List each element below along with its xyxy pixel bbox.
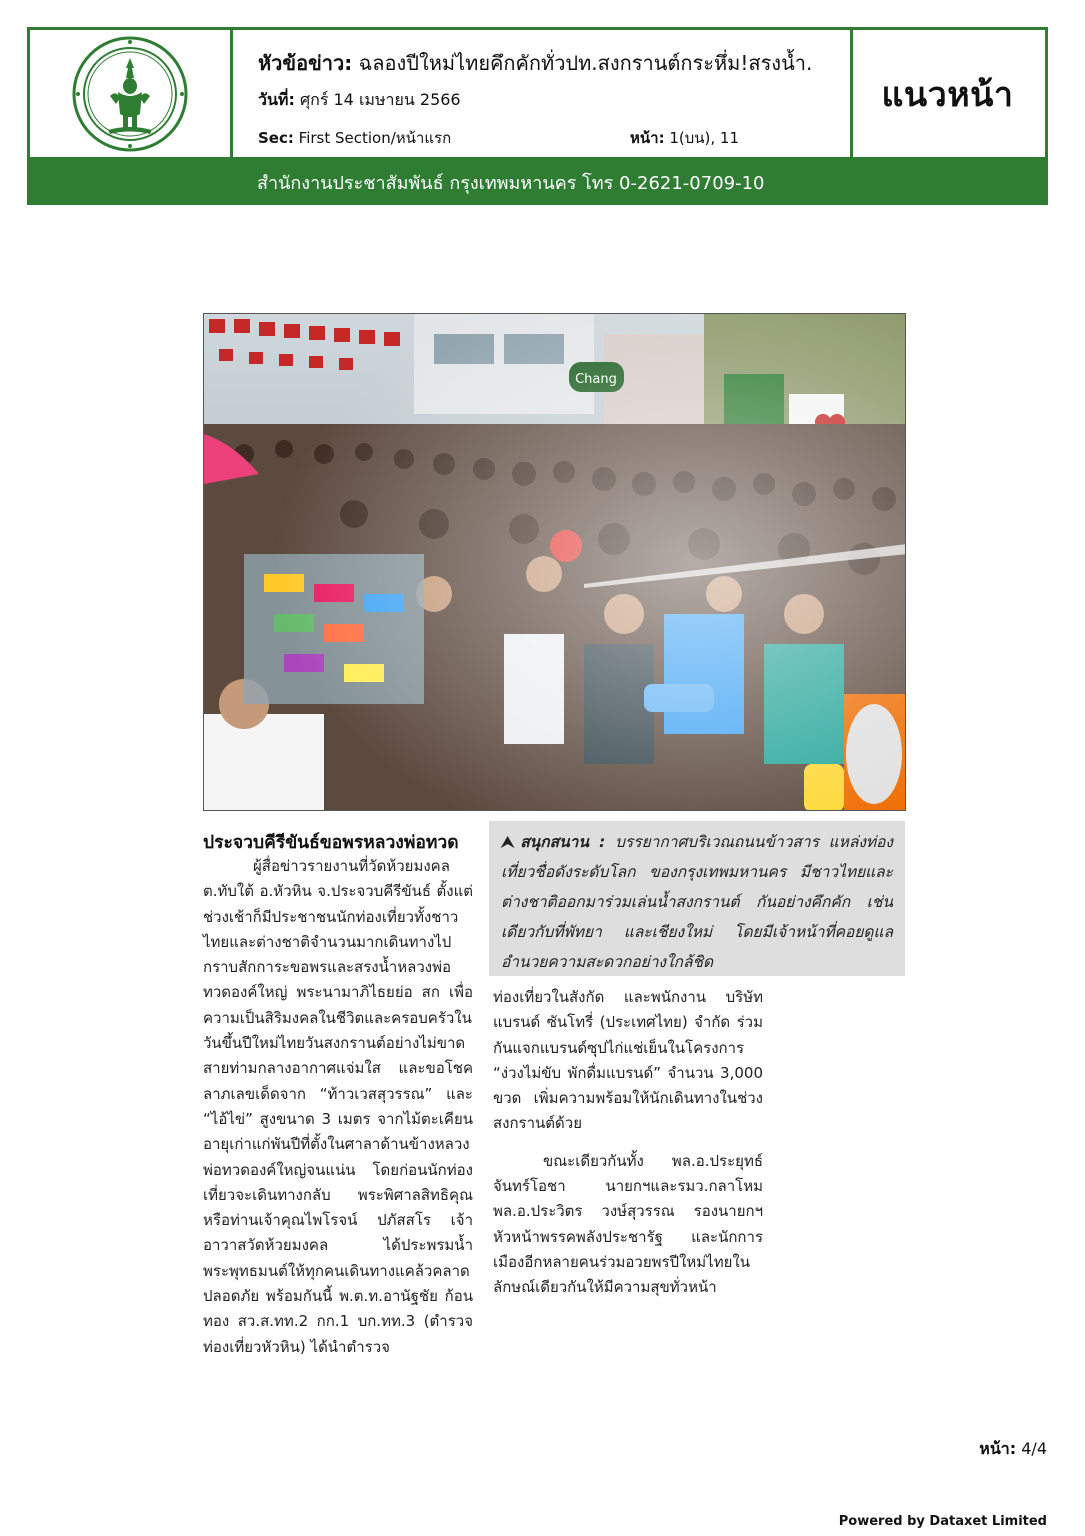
- date-label: วันที่:: [258, 90, 295, 109]
- page-number: [979, 1437, 1047, 1462]
- photo-caption: [489, 821, 905, 976]
- headline-label: หัวข้อข่าว:: [258, 51, 353, 75]
- page-number-label: หน้า:: [979, 1439, 1017, 1458]
- article-column-1: [203, 854, 473, 1360]
- article-paragraph: ผู้สื่อข่าวรายงานที่วัดห้วยมงคล ต.ทับใต้ อ.หัวหิน จ.ประจวบคีรีขันธ์ ตั้งแต่ช่วงเช้าก็มีประชาชนนักท่องเที่ยวทั้งชาวไทยและต่างชาติจำนวนมากเดินทางไปกราบสักการะขอพรและสรงน้ำหลวงพ่อทวดองค์ใหญ่ พระนามาภิไธยย่อ สก เพื่อความเป็นสิริมงคลในชีวิตและครอบครัวในวันขึ้นปีใหม่ไทยวันสงกรานต์อย่างไม่ขาดสายท่ามกลางอากาศแจ่มใส และขอโชคลาภเลขเด็ดจาก “ท้าวเวสสุวรรณ” และ “ไอ้ไข่” สูงขนาด 3 เมตร จากไม้ตะเคียนอายุเก่าแก่พันปีที่ตั้งในศาลาด้านข้างหลวงพ่อทวดองค์ใหญ่จนแน่น โดยก่อนนักท่องเที่ยวจะเดินทางกลับ พระพิศาลสิทธิคุณ หรือท่านเจ้าคุณไพโรจน์ ปภัสสโร เจ้าอาวาสวัดห้วยมงคล ได้ประพรมน้ำพระพุทธมนต์ให้ทุกคนเดินทางแคล้วคลาดปลอดภัย พร้อมกันนี้ พ.ต.ท.อานัฐชัย ก้อนทอง สว.ส.ทท.2 กก.1 บก.ทท.3 (ตำรวจท่องเที่ยวหัวหิน) ได้นำตำรวจ: [203, 857, 473, 1356]
- clipping-info: [230, 30, 853, 157]
- headline-value: ฉลองปีใหม่ไทยคึกคักทั่วปท.สงกรานต์กระหึ่ม!สรงน้ำ.: [358, 51, 813, 75]
- news-photo: [203, 313, 906, 811]
- page-row: [630, 126, 739, 150]
- position-label: แนวหน้า: [881, 74, 1014, 115]
- caption-body: บรรยากาศบริเวณถนนข้าวสาร แหล่งท่องเที่ยวชื่อดังระดับโลก ของกรุงเทพมหานคร มีชาวไทยและต่างชาติออกมาร่วมเล่นน้ำสงกรานต์ กันอย่างคึกคัก เช่นเดียวกับที่พัทยา และเชียงใหม่ โดยมีเจ้าหน้าที่คอยดูแลอำนวยความสะดวกอย่างใกล้ชิด: [501, 833, 893, 971]
- logo-cell: [30, 30, 233, 157]
- contact-text: สำนักงานประชาสัมพันธ์ กรุงเทพมหานคร โทร 0-2621-0709-10: [257, 173, 765, 194]
- article-paragraph: ท่องเที่ยวในสังกัด และพนักงาน บริษัท แบรนด์ ซันโทรี่ (ประเทศไทย) จำกัด ร่วมกันแจกแบรนด์ซุปไก่แช่เย็นในโครงการ “ง่วงไม่ขับ พักดื่มแบรนด์” จำนวน 3,000 ขวด เพิ่มความพร้อมให้นักเดินทางในช่วงสงกรานต์ด้วย: [493, 988, 763, 1133]
- contact-banner: [27, 160, 1048, 205]
- page-value: 1(บน), 11: [669, 129, 740, 147]
- powered-by: Powered by Dataxet Limited: [838, 1514, 1047, 1529]
- section-label: Sec:: [258, 129, 294, 147]
- bangkok-city-seal-icon: [70, 34, 190, 154]
- section-value: First Section/หน้าแรก: [298, 129, 452, 147]
- caption-arrow-icon: ⮝: [501, 833, 515, 851]
- article-paragraph: ขณะเดียวกันทั้ง พล.อ.ประยุทธ์ จันทร์โอชา นายกฯและรมว.กลาโหม พล.อ.ประวิตร วงษ์สุวรรณ รองนายกฯ หัวหน้าพรรคพลังประชารัฐ และนักการเมืองอีกหลายคนร่วมอวยพรปีใหม่ไทยในลักษณ์เดียวกันให้มีความสุขทั่วหน้า: [493, 1151, 763, 1297]
- article-column-2: [493, 985, 763, 1301]
- date-row: [258, 88, 461, 113]
- page-label: หน้า:: [630, 129, 665, 147]
- article-headline: ประจวบคีรีขันธ์ขอพรหลวงพ่อทวด: [203, 833, 459, 853]
- section-row: [258, 126, 451, 150]
- caption-head: สนุกสนาน :: [520, 833, 606, 851]
- position-cell: [850, 30, 1045, 157]
- date-value: ศุกร์ 14 เมษายน 2566: [299, 90, 461, 109]
- songkran-crowd-photo: [204, 314, 906, 811]
- clipping-header: [27, 27, 1048, 160]
- page-number-value: 4/4: [1021, 1439, 1047, 1458]
- headline-row: [258, 47, 812, 79]
